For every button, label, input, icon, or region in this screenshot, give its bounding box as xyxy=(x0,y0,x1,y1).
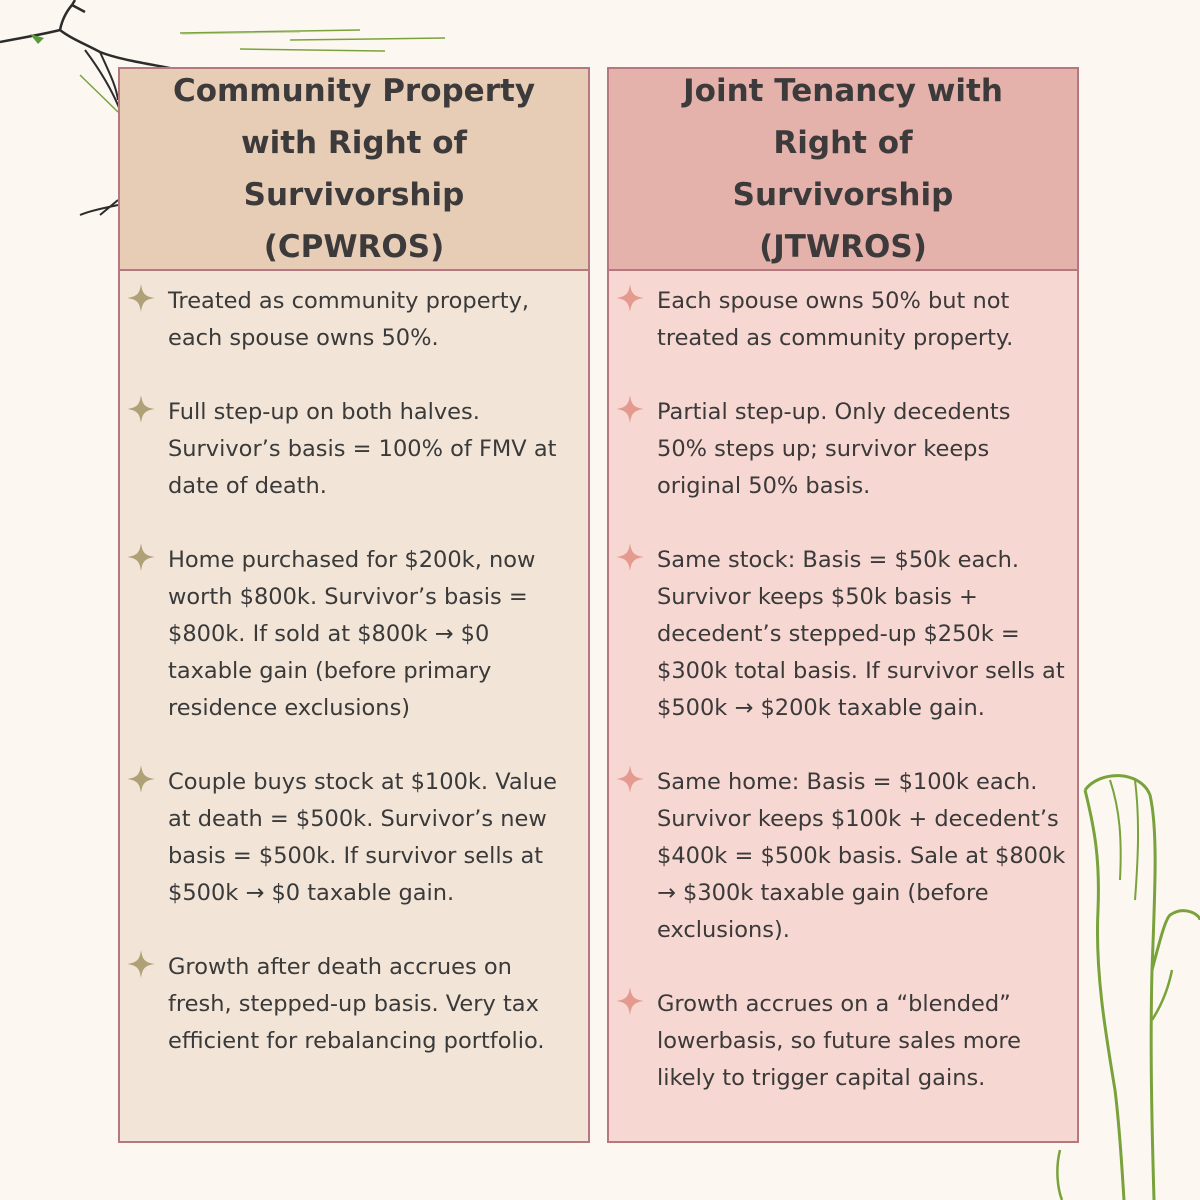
cpwros-column xyxy=(118,67,590,1143)
list-item-text: Couple buys stock at $100k. Value at death = $500k. Survivor’s new basis = $500k. If survivor sells at $500k → $0 taxable gain. xyxy=(168,769,558,906)
four-point-star-icon xyxy=(615,283,645,313)
cpwros-header xyxy=(120,69,588,271)
list-item-text: Full step-up on both halves. Survivor’s basis = 100% of FMV at date of death. xyxy=(168,399,557,499)
jtwros-list xyxy=(609,271,1077,1097)
list-item-text: Partial step-up. Only decedents 50% steps up; survivor keeps original 50% basis. xyxy=(657,399,1011,499)
list-item xyxy=(126,542,578,727)
list-item xyxy=(126,764,578,912)
list-item xyxy=(615,283,1067,357)
list-item xyxy=(126,283,578,357)
four-point-star-icon xyxy=(126,394,156,424)
list-item-text: Growth accrues on a “blended” lowerbasis, so future sales more likely to trigger capital gains. xyxy=(657,991,1021,1091)
jtwros-column xyxy=(607,67,1079,1143)
list-item-text: Growth after death accrues on fresh, stepped-up basis. Very tax efficient for rebalancing portfolio. xyxy=(168,954,545,1054)
list-item xyxy=(126,394,578,505)
list-item-text: Treated as community property, each spouse owns 50%. xyxy=(168,288,530,351)
four-point-star-icon xyxy=(126,283,156,313)
four-point-star-icon xyxy=(126,542,156,572)
four-point-star-icon xyxy=(615,394,645,424)
list-item-text: Same home: Basis = $100k each. Survivor keeps $100k + decedent’s $400k = $500k basis. Sale at $800k → $300k taxable gain (before exclusions). xyxy=(657,769,1066,943)
four-point-star-icon xyxy=(615,764,645,794)
list-item-text: Each spouse owns 50% but not treated as community property. xyxy=(657,288,1014,351)
four-point-star-icon xyxy=(126,764,156,794)
cpwros-title: Community Property with Right of Survivorship (CPWROS) xyxy=(172,73,536,265)
list-item xyxy=(615,764,1067,949)
jtwros-title: Joint Tenancy with Right of Survivorship (JTWROS) xyxy=(683,73,1003,265)
list-item-text: Home purchased for $200k, now worth $800k. Survivor’s basis = $800k. If sold at $800k → $0 taxable gain (before primary residence exclusions) xyxy=(168,547,536,721)
list-item xyxy=(615,394,1067,505)
jtwros-header xyxy=(609,69,1077,271)
cpwros-list xyxy=(120,271,588,1060)
list-item xyxy=(615,986,1067,1097)
list-item xyxy=(126,949,578,1060)
list-item-text: Same stock: Basis = $50k each. Survivor keeps $50k basis + decedent’s stepped-up $250k = $300k total basis. If survivor sells at $500k → $200k taxable gain. xyxy=(657,547,1065,721)
list-item xyxy=(615,542,1067,727)
four-point-star-icon xyxy=(615,986,645,1016)
four-point-star-icon xyxy=(126,949,156,979)
four-point-star-icon xyxy=(615,542,645,572)
